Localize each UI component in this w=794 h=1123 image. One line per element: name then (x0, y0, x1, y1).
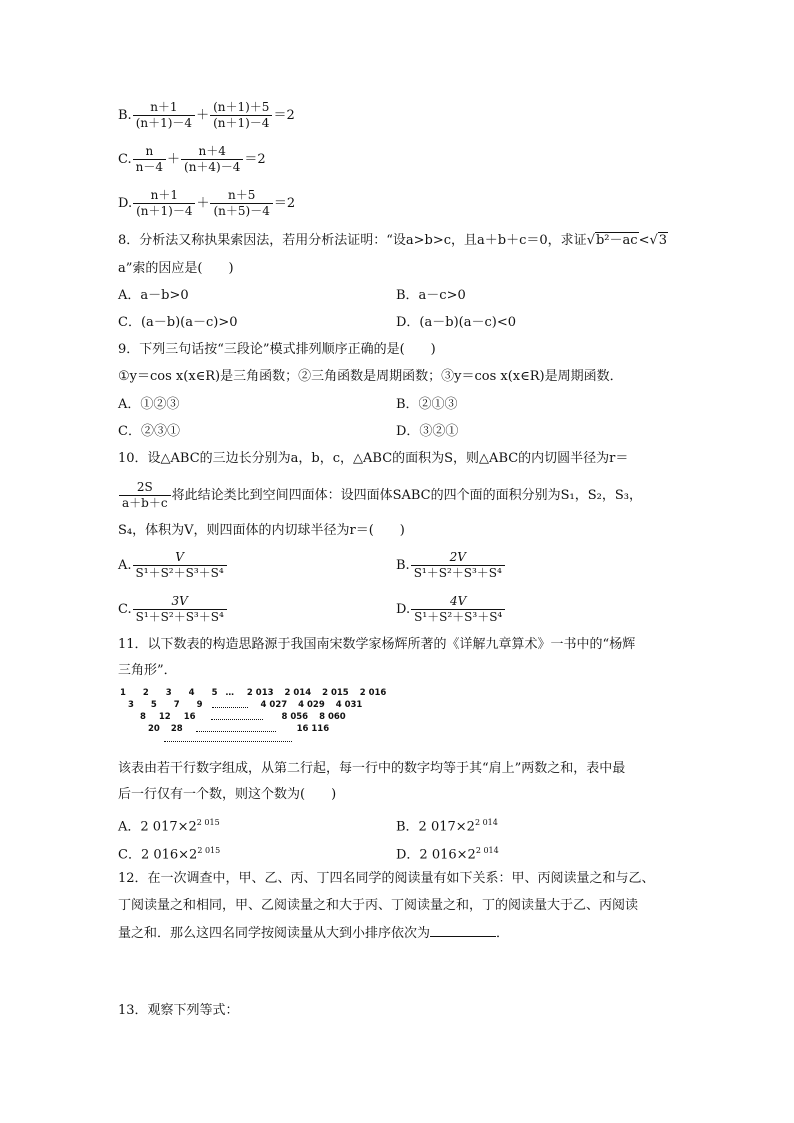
sqrt-content: 3 (658, 233, 668, 248)
ellipsis-dots (196, 726, 276, 732)
q13-stem: 13．观察下列等式： (118, 1003, 239, 1018)
fraction (133, 594, 227, 625)
plus-sign: ＋ (167, 152, 181, 167)
q9-option-a: A．①②③ (118, 397, 180, 412)
triangle-row-2 (128, 700, 362, 711)
denominator: S¹＋S²＋S³＋S⁴ (135, 610, 224, 624)
fraction (133, 144, 166, 175)
cell: 5 (150, 700, 157, 710)
q8-text: 8．分析法又称执果索因法，若用分析法证明：“设a>b>c，且a＋b＋c＝0，求证 (118, 233, 587, 248)
q10-option-a (118, 550, 228, 581)
q10-text: 将此结论类比到空间四面体：设四面体SABC的四个面的面积分别为S₁，S₂，S₃， (171, 488, 642, 503)
option-label: C. (118, 602, 132, 617)
numerator: n＋1 (133, 100, 195, 116)
q11-stem: 11．以下数表的构造思路源于我国南宋数学家杨辉所著的《详解九章算术》一书中的“杨辉 (118, 637, 636, 652)
option-label: D. (396, 602, 411, 617)
cell: 4 031 (335, 700, 363, 710)
ellipsis-dots (212, 702, 248, 708)
option-text: A．2 017×2 (118, 819, 197, 835)
numerator: n＋4 (181, 144, 243, 160)
cell: 2 016 (359, 688, 387, 698)
ellipsis-dots (211, 714, 263, 720)
fraction (133, 188, 195, 219)
option-text: B．2 017×2 (396, 819, 475, 835)
q12-stem-line3 (118, 924, 509, 943)
cell: 4 029 (298, 700, 325, 710)
denominator: S¹＋S²＋S³＋S⁴ (413, 566, 502, 580)
q10-stem: 10．设△ABC的三边长分别为a，b，c，△ABC的面积为S，则△ABC的内切圆半径为r＝ (118, 451, 629, 466)
cell: 8 (140, 712, 146, 722)
equation-rhs: ＝2 (244, 152, 266, 167)
exponent: 2 015 (196, 818, 220, 827)
cell: 28 (170, 724, 183, 734)
q8-stem-line2: a”索的因应是( ) (118, 261, 234, 276)
option-text: D．2 016×2 (396, 847, 476, 863)
plus-sign: ＋ (196, 108, 210, 123)
less-than: < (638, 233, 650, 248)
denominator: S¹＋S²＋S³＋S⁴ (135, 566, 224, 580)
q11-description: 该表由若干行数字组成，从第二行起，每一行中的数字均等于其“肩上”两数之和，表中最 (118, 761, 626, 776)
denominator: (n＋1)－4 (136, 204, 193, 218)
q8-stem (118, 232, 668, 250)
numerator: 2S (119, 480, 171, 496)
fraction (411, 550, 505, 581)
q11-option-a (118, 814, 220, 836)
plus-sign: ＋ (196, 196, 210, 211)
denominator: (n＋1)－4 (213, 116, 270, 130)
cell: 4 027 (260, 700, 288, 710)
triangle-row-5 (164, 734, 292, 745)
ellipsis-dots (164, 736, 292, 742)
q9-option-c: C．②③① (118, 424, 180, 439)
q9-stem: 9．下列三句话按“三段论”模式排列顺序正确的是( ) (118, 342, 436, 357)
cell: 7 (173, 700, 180, 710)
option-label: B. (396, 558, 410, 573)
cell: 3 (128, 700, 134, 710)
q12-stem-line2: 丁阅读量之和相同，甲、乙阅读量之和大于丙、丁阅读量之和，丁的阅读量大于乙、丙阅读 (118, 898, 639, 913)
fraction (119, 480, 171, 511)
exponent: 2 014 (474, 818, 498, 827)
cell: 20 (148, 724, 160, 734)
fraction (210, 188, 272, 219)
q12-text: 量之和．那么这四名同学按阅读量从大到小排序依次为 (118, 926, 431, 941)
q10-option-d (396, 594, 506, 625)
denominator: n－4 (135, 160, 163, 174)
cell: 8 060 (319, 712, 346, 722)
fraction (411, 594, 505, 625)
denominator: S¹＋S²＋S³＋S⁴ (414, 610, 503, 624)
cell: 16 116 (296, 724, 330, 734)
numerator: V (133, 550, 227, 566)
q11-description-line2: 后一行仅有一个数，则这个数为( ) (118, 787, 337, 802)
numerator: n＋1 (133, 188, 195, 204)
cell: 12 (158, 712, 171, 722)
option-label: B. (118, 108, 132, 123)
numerator: (n＋1)＋5 (210, 100, 272, 116)
option-d-prev (118, 188, 295, 219)
q12-stem: 12．在一次调查中，甲、乙、丙、丁四名同学的阅读量有如下关系：甲、丙阅读量之和与乙、 (118, 871, 655, 886)
numerator: n＋5 (210, 188, 272, 204)
fraction (210, 100, 272, 131)
option-label: D. (118, 196, 133, 211)
cell: 1 (120, 688, 126, 698)
numerator: 2V (411, 550, 505, 566)
cell: 4 (188, 688, 195, 698)
exponent: 2 015 (197, 846, 221, 855)
q11-stem-line2: 三角形”． (118, 663, 177, 678)
q9-option-d: D．③②① (396, 424, 459, 439)
cell: 16 (183, 712, 196, 722)
cell: 2 015 (322, 688, 349, 698)
cell: 3 (165, 688, 172, 698)
q10-option-c (118, 594, 228, 625)
q11-option-d (396, 842, 499, 864)
numerator: 4V (411, 594, 505, 610)
cell: 2 014 (284, 688, 312, 698)
triangle-row-1 (120, 688, 386, 699)
option-c-prev (118, 144, 266, 175)
answer-blank[interactable] (430, 924, 496, 937)
q11-option-b (396, 814, 498, 836)
fraction (181, 144, 243, 175)
q8-option-b: B．a－c>0 (396, 288, 466, 303)
option-label: A. (118, 558, 132, 573)
equation-rhs: ＝2 (273, 196, 296, 211)
q10-stem-line3: S₄，体积为V，则四面体的内切球半径为r＝( ) (118, 523, 405, 538)
period: ． (496, 926, 510, 941)
sqrt-content: b²－ac (595, 233, 638, 248)
option-b-prev (118, 100, 295, 131)
fraction (133, 100, 195, 131)
cell: 8 056 (281, 712, 309, 722)
q10-stem-line2 (118, 480, 642, 511)
q11-option-c (118, 842, 220, 864)
denominator: (n＋1)－4 (135, 116, 193, 130)
exponent: 2 014 (475, 846, 499, 855)
q8-option-a: A．a－b>0 (118, 288, 189, 303)
cell: 2 013 (246, 688, 274, 698)
numerator: 3V (133, 594, 227, 610)
denominator: a＋b＋c (122, 496, 168, 510)
q8-option-d: D．(a－b)(a－c)<0 (396, 315, 516, 330)
cell: 9 (196, 700, 203, 710)
denominator: (n＋4)－4 (184, 160, 241, 174)
q9-statements: ①y＝cos x(x∈R)是三角函数；②三角函数是周期函数；③y＝cos x(x∈R)是周期函数． (118, 369, 623, 384)
option-text: C．2 016×2 (118, 847, 198, 863)
q8-option-c: C．(a－b)(a－c)>0 (118, 315, 238, 330)
fraction (133, 550, 227, 581)
sqrt-symbol: √ (586, 233, 595, 248)
q9-option-b: B．②①③ (396, 397, 458, 412)
cell: … (225, 688, 234, 698)
sqrt-symbol: √ (649, 233, 658, 248)
numerator: n (133, 144, 166, 160)
equation-rhs: ＝2 (273, 108, 295, 123)
triangle-row-3 (140, 712, 346, 723)
option-label: C. (118, 152, 132, 167)
denominator: (n＋5)－4 (213, 204, 270, 218)
cell: 5 (211, 688, 218, 698)
cell: 2 (142, 688, 149, 698)
q10-option-b (396, 550, 506, 581)
